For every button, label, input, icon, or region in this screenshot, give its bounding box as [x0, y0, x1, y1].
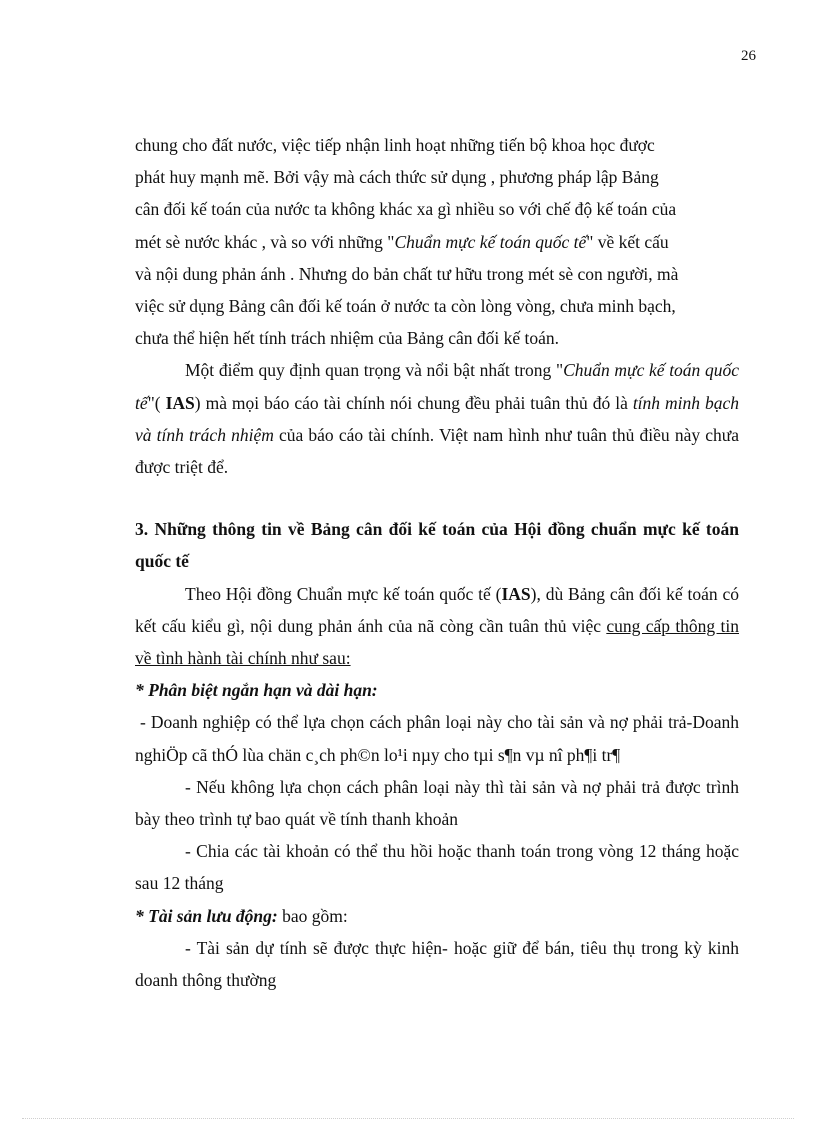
text-run: "( — [147, 392, 166, 413]
italic-term: tính minh bạch và tính trách nhiệm — [135, 392, 739, 445]
paragraph-1-line-5: và nội dung phản ánh . Nhưng do bản chất tư hữu trong mét sè con người, mà — [135, 263, 679, 284]
bold-term: IAS — [165, 392, 195, 413]
paragraph-1-line-3: cân đối kế toán của nước ta không khác xa gì nhiều so với chế độ kế toán của — [135, 199, 677, 220]
section-heading: 3. Những thông tin về Bảng cân đối kế toán của Hội đồng chuẩn mực kế toán quốc tế — [135, 519, 739, 572]
underlined-text: cung cấp thông tin về tình hành tài chính như sau: — [135, 615, 739, 669]
text-run: mét sè nước khác , và so với những " — [135, 231, 395, 252]
subheading-current-assets: * Tài sản lưu động: — [135, 905, 278, 926]
paragraph-2 — [135, 354, 739, 483]
subheading-current-assets-line — [135, 900, 739, 932]
text-run: của báo cáo tài chính. Việt nam hình như tuân thủ điều này chưa được triệt để. — [135, 424, 739, 478]
page-bottom-divider — [22, 1118, 794, 1119]
italic-term: Chuẩn mực kế toán quốc tế — [394, 231, 587, 252]
text-run: ), dù Bảng cân đối kế toán có kết cấu kiểu gì, nội dung phản ánh của nã còng cần tuân thủ việc — [135, 583, 740, 636]
text-run: ) mà mọi báo cáo tài chính nói chung đều phải tuân thủ đó là — [194, 392, 633, 413]
paragraph-1-line-7: chưa thể hiện hết tính trách nhiệm của Bảng cân đối kế toán. — [135, 328, 559, 349]
list-item-1: - Doanh nghiệp có thể lựa chọn cách phân loại này cho tài sản và nợ phải trả-Doanh nghiÖp cã thÓ lùa chän c¸ch ph©n lo¹i nµy cho tµi s¶n vµ nî ph¶i tr¶ — [135, 712, 744, 765]
text-run: Theo Hội đồng Chuẩn mực kế toán quốc tế ( — [185, 583, 502, 604]
italic-term: Chuẩn mực kế toán quốc tế — [135, 360, 739, 413]
list-item-2: - Nếu không lựa chọn cách phân loại này thì tài sản và nợ phải trả được trình bày theo trình tự bao quát về tính thanh khoản — [135, 776, 739, 830]
text-run: " về kết cấu — [586, 231, 669, 252]
list-item-3: - Chia các tài khoản có thể thu hồi hoặc thanh toán trong vòng 12 tháng hoặc sau 12 tháng — [135, 841, 739, 894]
text-run: Một điểm quy định quan trọng và nổi bật nhất trong " — [185, 360, 564, 381]
list-item-4: - Tài sản dự tính sẽ được thực hiện- hoặc giữ để bán, tiêu thụ trong kỳ kinh doanh thông thường — [135, 937, 739, 991]
subheading-short-long-term: * Phân biệt ngắn hạn và dài hạn: — [135, 680, 378, 701]
paragraph-1-line-2: phát huy mạnh mẽ. Bởi vậy mà cách thức sử dụng , phương pháp lập Bảng — [135, 167, 659, 188]
document-body — [135, 129, 744, 996]
bold-term: IAS — [501, 583, 531, 604]
paragraph-3 — [135, 578, 739, 675]
paragraph-1-line-4 — [135, 226, 739, 258]
paragraph-1 — [135, 129, 739, 354]
page-number: 26 — [741, 48, 756, 64]
text-run: bao gồm: — [277, 905, 348, 926]
paragraph-1-line-6: việc sử dụng Bảng cân đối kế toán ở nước ta còn lòng vòng, chưa minh bạch, — [135, 296, 676, 317]
paragraph-1-line-1: chung cho đất nước, việc tiếp nhận linh hoạt những tiến bộ khoa học được — [135, 135, 655, 155]
